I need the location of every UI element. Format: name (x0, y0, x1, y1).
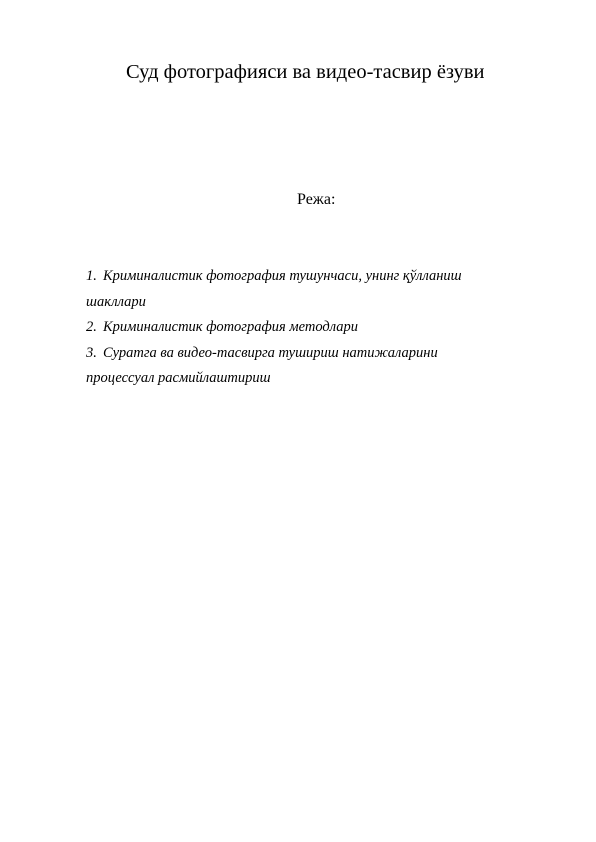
document-title: Суд фотографияси ва видео-тасвир ёзуви (126, 61, 485, 83)
plan-item-1-number: 1. (86, 268, 97, 284)
plan-list (86, 264, 526, 392)
plan-item-1-line-1 (86, 264, 526, 290)
plan-item-3-line-2: процессуал расмийлаштириш (86, 370, 271, 386)
plan-item-3-number: 3. (86, 344, 97, 361)
plan-item-2 (86, 315, 526, 341)
plan-item-3 (86, 341, 526, 392)
plan-item-2-line-1 (86, 315, 526, 341)
plan-item-1-text: Криминалистик фотография тушунчаси, унинг қўлланиш (103, 268, 462, 284)
plan-heading: Режа: (297, 191, 336, 208)
plan-item-2-number: 2. (86, 319, 97, 335)
plan-item-3-line-1 (86, 341, 526, 367)
plan-item-1 (86, 264, 526, 315)
plan-item-1-line-2: шакллари (86, 293, 146, 310)
plan-item-3-text: Суратга ва видео-тасвирга тушириш натижаларини (103, 344, 438, 361)
plan-item-2-text: Криминалистик фотография методлари (103, 319, 358, 335)
